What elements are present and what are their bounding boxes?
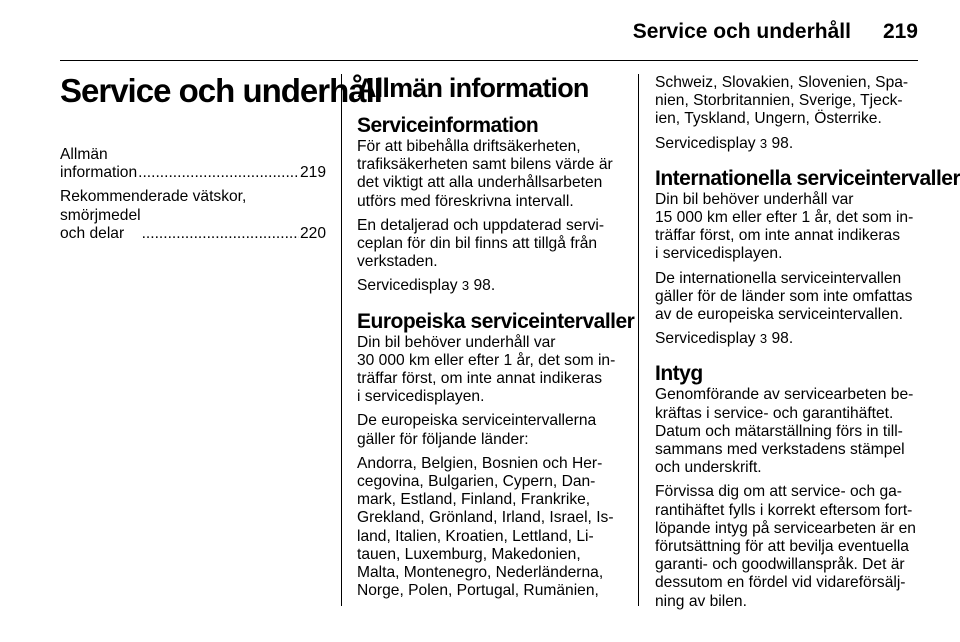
header-title: Service och underhåll [632,20,851,43]
heading-certificate: Intyg [655,362,703,386]
toc-leader-dots [138,164,299,182]
paragraph: Genomförande av servicearbeten be- kräftas i service- och garantihäftet. Datum och mätarställning förs in till- sammans med verkstadens stämpel och underskrift. [655,386,914,477]
right-column [655,74,960,617]
middle-column [357,72,635,606]
toc-entry-row [60,207,326,243]
toc-entry-page: 220 [299,224,326,242]
country-list-continued: Schweiz, Slovakien, Slovenien, Spa- nien, Storbritannien, Sverige, Tjeck- ien, Tyskland, Ungern, Österrike. [655,74,909,128]
paragraph: Förvissa dig om att service- och ga- rantihäftet fylls i korrekt eftersom fort- löpande intyg på servicearbeten är en förutsättning för att bevilja eventuella garanti- och goodwillanspråk. Det är dessutom en fördel vid vidareförsälj- ning av bilen. [655,483,916,610]
toc-entry-fluids[interactable] [60,188,326,243]
heading-service-info: Serviceinformation [357,114,539,137]
section-title: Allmän information [357,73,589,103]
column-divider-1 [341,74,342,606]
toc-entry-label: Allmän information [60,146,138,182]
paragraph: De internationella serviceintervallen gäller för de länder som inte omfattas av de europeiska serviceintervallen. [655,269,913,324]
toc-entry-general-info[interactable] [60,146,326,182]
page-number: 219 [882,20,918,43]
cross-reference[interactable]: Servicedisplay 3 98. [655,330,794,348]
toc-entry-label-line1: Rekommenderade vätskor, [60,188,247,206]
heading-international-intervals: Internationella serviceintervaller [655,166,960,190]
chapter-title: Service och underhåll [60,72,382,109]
cross-reference[interactable]: Servicedisplay 3 98. [655,134,794,152]
paragraph: En detaljerad och uppdaterad servi- ceplan för din bil finns att tillgå från verkstaden. [357,216,605,271]
toc-entry-label-line2: smörjmedel och delar [60,206,141,242]
cross-reference[interactable]: Servicedisplay 3 98. [357,277,496,295]
page-reference-icon: 3 [759,331,768,347]
paragraph: Din bil behöver underhåll var 15 000 km eller efter 1 år, det som in- träffar först, om inte annat indikeras i servicedisplayen. [655,190,914,263]
header-rule [60,60,918,61]
toc-leader-dots [142,225,299,243]
left-column [60,72,382,249]
paragraph: För att bibehålla driftsäkerheten, trafiksäkerheten samt bilens värde är det viktigt att alla underhållsarbeten utförs med föreskrivna intervall. [357,138,613,210]
page-reference-icon: 3 [759,135,768,151]
country-list: Andorra, Belgien, Bosnien och Her- cegovina, Bulgarien, Cypern, Dan- mark, Estland, Finland, Frankrike, Grekland, Grönland, Irland, Israel, Is- land, Italien, Kroatien, Lettland, Li- tauen, Luxemburg, Makedonien, Malta, Montenegro, Nederländerna, Norge, Polen, Portugal, Rumänien, [357,454,614,600]
table-of-contents [60,146,326,243]
page-reference-icon: 3 [461,278,470,294]
column-divider-2 [638,74,639,606]
paragraph: Din bil behöver underhåll var 30 000 km eller efter 1 år, det som in- träffar först, om inte annat indikeras i servicedisplayen. [357,333,616,406]
running-header [633,20,918,44]
heading-european-intervals: Europeiska serviceintervaller [357,309,635,333]
toc-entry-page: 219 [299,164,326,182]
paragraph: De europeiska serviceintervallerna gäller för följande länder: [357,412,597,448]
